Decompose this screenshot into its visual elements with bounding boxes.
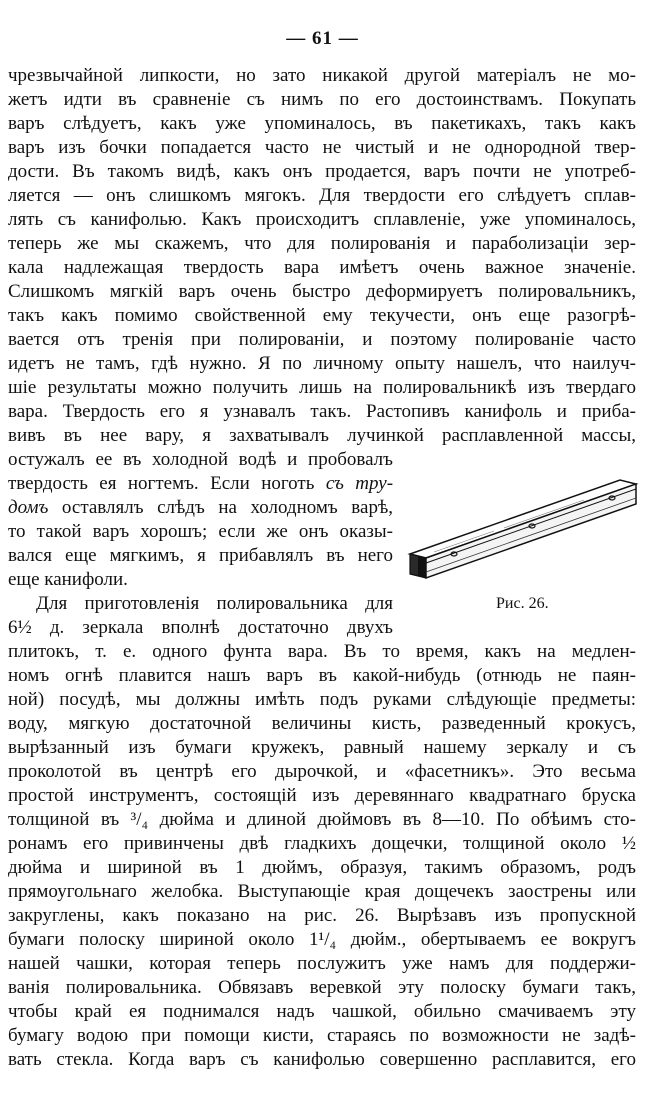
text-span: оставлялъ слѣдъ на холодномъ варѣ, xyxy=(61,497,394,518)
text-line: лять съ канифолью. Какъ происходитъ сплавленіе, уже упоминалось, xyxy=(8,209,636,230)
text-line-with-italic xyxy=(8,472,393,496)
text-line: жетъ идти въ сравненіе съ нимъ по его достоинствамъ. Покупать xyxy=(8,89,636,110)
text-line: остужалъ ее въ холодной водѣ и пробовалъ xyxy=(8,449,393,470)
text-line: ронамъ его привинчены двѣ гладкихъ дощечки, толщиной около ½ xyxy=(8,833,636,854)
text-line: варъ изъ бочки попадается часто не чистый и не однородной твер- xyxy=(8,137,636,158)
text-line: бумагу водою при помощи кисти, стараясь по возможности не задѣ- xyxy=(8,1025,636,1046)
text-line: шіе результаты можно получить лишь на полировальникѣ изъ твердаго xyxy=(8,377,636,398)
text-line: вырѣзанный изъ бумаги кружекъ, равный нашему зеркалу и съ xyxy=(8,737,636,758)
text-line: чтобы край ея поднимался надъ чашкой, обильно смачиваемъ эту xyxy=(8,1001,636,1022)
text-line: проколотой въ центрѣ его дырочкой, и «фасетникъ». Это весьма xyxy=(8,761,636,782)
text-line: вара. Твердость его я узнавалъ такъ. Растопивъ канифоль и приба- xyxy=(8,401,636,422)
text-line: прямоугольнаго желобка. Выступающіе края дощечекъ заострены или xyxy=(8,881,636,902)
text-line: нашей чашки, которая теперь послужитъ уже намъ для поддержи- xyxy=(8,953,636,974)
text-line: теперь же мы скажемъ, что для полированія и параболизаціи зер- xyxy=(8,233,636,254)
text-line: бумаги полоску шириной около 1¹/₄ дюйм., обертываемъ ее вокругъ xyxy=(8,929,636,950)
page-number: — 61 — xyxy=(286,28,359,49)
text-line: идетъ не тамъ, гдѣ нужно. Я по личному опыту нашелъ, что наилуч- xyxy=(8,353,636,374)
text-line: закруглены, какъ показано на рис. 26. Вырѣзавъ изъ пропускной xyxy=(8,905,636,926)
text-line: еще канифоли. xyxy=(8,569,128,590)
text-line: вать стекла. Когда варъ съ канифолью совершенно расплавится, его xyxy=(8,1049,636,1070)
text-line: 6½ д. зеркала вполнѣ достаточно двухъ xyxy=(8,617,393,638)
text-line: Слишкомъ мягкій варъ очень быстро деформируетъ полировальникъ, xyxy=(8,281,636,302)
text-line-with-italic xyxy=(8,496,393,520)
text-line: чрезвычайной липкости, но зато никакой другой матеріалъ не мо- xyxy=(8,65,636,86)
italic-span: съ тру- xyxy=(325,473,394,494)
text-line: ванія полировальника. Обвязавъ веревкой эту полоску бумаги такъ, xyxy=(8,977,636,998)
facet-tool-illustration xyxy=(404,468,640,588)
text-line: Для приготовленія полировальника для xyxy=(36,593,393,614)
text-line: такъ какъ помимо свойственной ему текучести, онъ еще разогрѣ- xyxy=(8,305,636,326)
text-line: номъ огнѣ плавится нашъ варъ въ какой-нибудь (отнюдь не паян- xyxy=(8,665,636,686)
text-line: вается отъ тренія при полированіи, и поэтому полированіе часто xyxy=(8,329,636,350)
text-line: варъ слѣдуетъ, какъ уже упоминалось, въ пакетикахъ, такъ какъ xyxy=(8,113,636,134)
text-line: ляется — онъ слишкомъ мягокъ. Для твердости его слѣдуетъ сплав- xyxy=(8,185,636,206)
text-line: ной) посудѣ, мы должны имѣть подъ руками слѣдующіе предметы: xyxy=(8,689,636,710)
text-line: воду, мягкую достаточной величины кисть, разведенный крокусъ, xyxy=(8,713,636,734)
text-span: твердость ея ногтемъ. Если ноготь xyxy=(8,473,315,494)
text-line: дости. Въ такомъ видѣ, какъ онъ продается, варъ почти не употреб- xyxy=(8,161,636,182)
figure-caption: Рис. 26. xyxy=(496,595,549,612)
text-line: вался еще мягкимъ, я прибавлялъ въ него xyxy=(8,545,393,566)
text-line: дюйма и шириной въ 1 дюймъ, образуя, такимъ образомъ, родъ xyxy=(8,857,636,878)
text-line: то такой варъ хорошъ; если же онъ оказы- xyxy=(8,521,393,542)
text-line: вивъ въ нее вару, я захватывалъ лучинкой расплавленной массы, xyxy=(8,425,636,446)
text-line: кала надлежащая твердость вара имѣетъ очень важное значеніе. xyxy=(8,257,636,278)
italic-span: домъ xyxy=(8,497,49,518)
text-line: простой инструментъ, состоящій изъ деревяннаго квадратнаго бруска xyxy=(8,785,636,806)
text-line: плитокъ, т. е. одного фунта вара. Въ то время, какъ на медлен- xyxy=(8,641,636,662)
text-line: толщиной въ ³/₄ дюйма и длиной дюймовъ въ 8—10. По обѣимъ сто- xyxy=(8,809,636,830)
